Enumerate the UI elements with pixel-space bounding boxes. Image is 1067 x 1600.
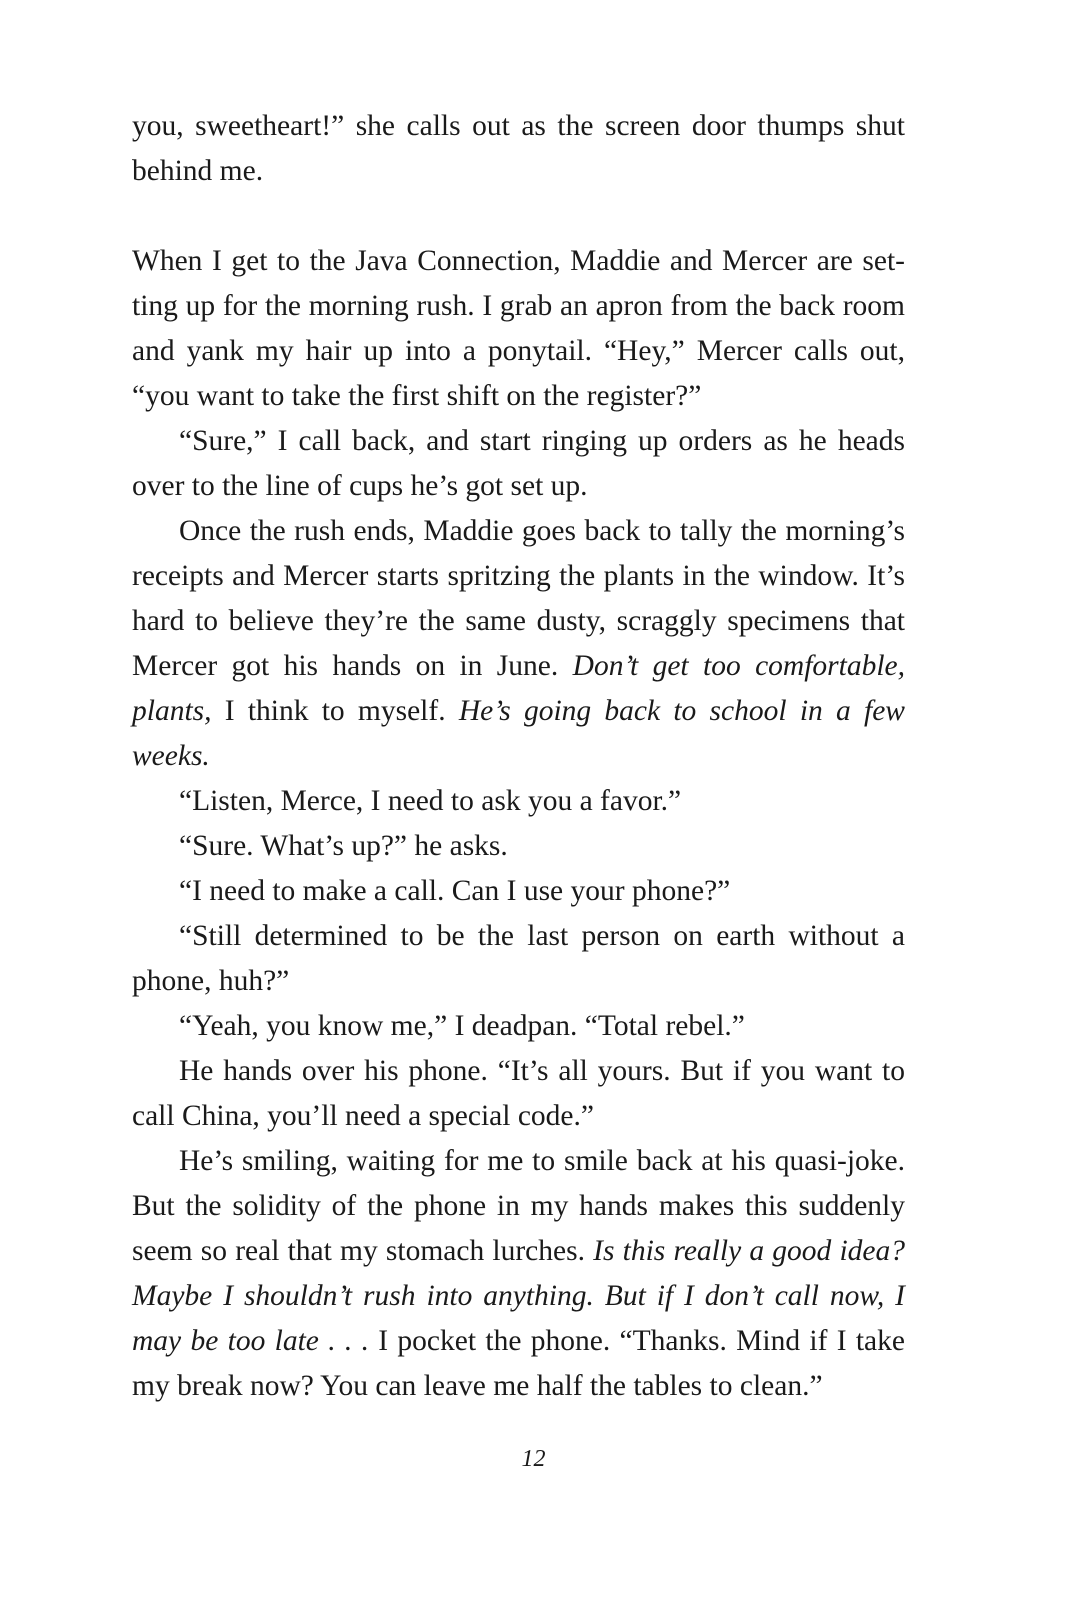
text-run: He’s smiling, waiting for me to smile back at his quasi-joke. But the solidity of the phone in my hands makes this suddenly seem so real that my stomach lurches. xyxy=(132,1145,905,1267)
text-run: Once the rush ends, Maddie goes back to tally the morning’s receipts and Mercer starts spritzing the plants in the window. It’s hard to believe they’re the same dusty, scraggly specimens that Mercer got his hands on in June. xyxy=(132,515,905,682)
page-number: 12 xyxy=(521,1446,546,1472)
paragraph xyxy=(132,824,905,869)
italic-thought: Is this really a good idea? Maybe I shouldn’t rush into anything. But if I don’t call now, I may be too late . . . xyxy=(132,1235,906,1357)
paragraph xyxy=(132,869,905,914)
paragraph xyxy=(132,419,905,509)
text-run: I think to myself. xyxy=(224,695,446,727)
paragraph-continuation xyxy=(132,104,905,194)
text-run: “Still determined to be the last person on earth without a phone, huh?” xyxy=(132,920,905,997)
text-run: I pocket the phone. “Thanks. Mind if I take my break now? You can leave me half the tables to clean.” xyxy=(132,1325,905,1402)
text-run: “I need to make a call. Can I use your phone?” xyxy=(179,875,731,907)
text-run: He hands over his phone. “It’s all yours. But if you want to call China, you’ll need a special code.” xyxy=(132,1055,905,1132)
paragraph xyxy=(132,1139,905,1409)
paragraph xyxy=(132,1004,905,1049)
paragraph xyxy=(132,509,905,779)
italic-thought: Don’t get too comfortable, plants, xyxy=(132,650,906,727)
text-run: “Yeah, you know me,” I deadpan. “Total rebel.” xyxy=(179,1010,745,1042)
paragraph xyxy=(132,779,905,824)
italic-thought: He’s going back to school in a few weeks. xyxy=(132,695,905,772)
text-run: “Sure. What’s up?” he asks. xyxy=(179,830,508,862)
body-text xyxy=(132,104,905,1409)
paragraph-section-start xyxy=(132,239,905,419)
text-run: When I get to the Java Connection, Maddie and Mercer are setting up for the morning rush. I grab an apron from the back room and yank my hair up into a ponytail. “Hey,” Mercer calls out, “you want to take the first shift on the register?” xyxy=(132,245,905,412)
text-run: “Listen, Merce, I need to ask you a favor.” xyxy=(179,785,682,817)
text-run: you, sweetheart!” she calls out as the screen door thumps shut behind me. xyxy=(132,110,905,187)
text-run: “Sure,” I call back, and start ringing up orders as he heads over to the line of cups he’s got set up. xyxy=(132,425,905,502)
paragraph xyxy=(132,914,905,1004)
paragraph xyxy=(132,1049,905,1139)
